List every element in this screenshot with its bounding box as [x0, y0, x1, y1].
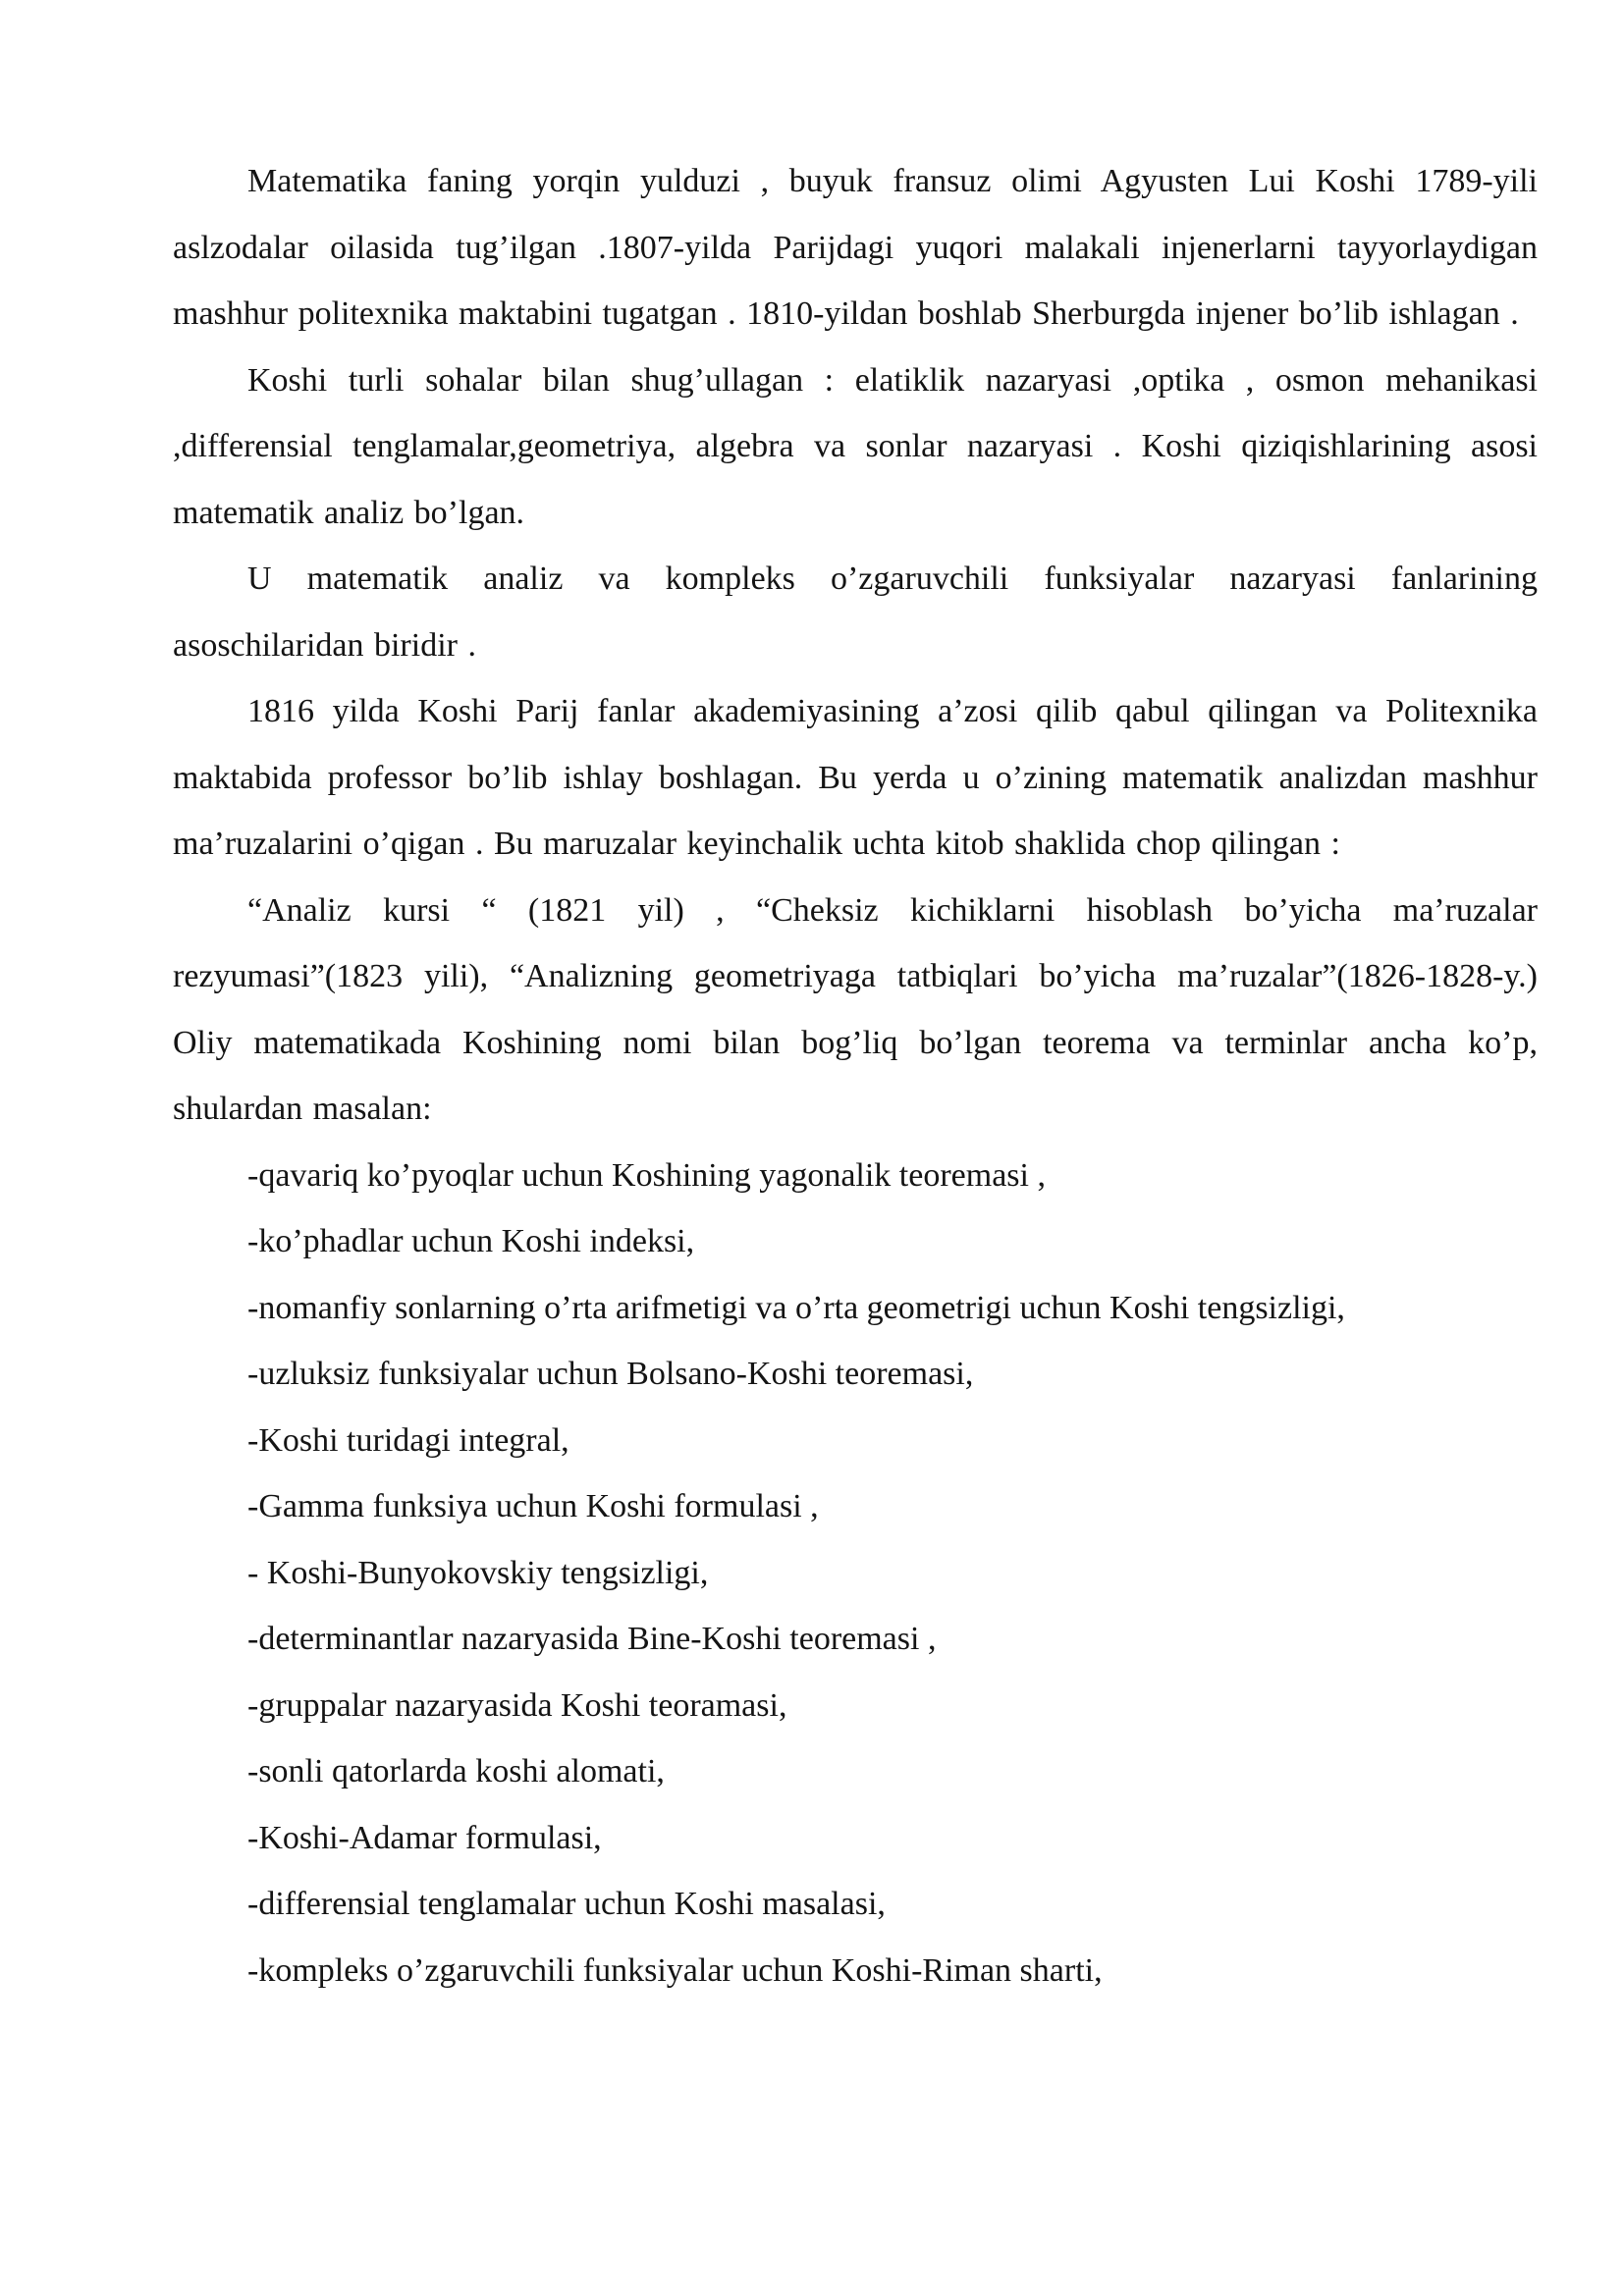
- list-item: -Koshi-Adamar formulasi,: [247, 1819, 602, 1856]
- paragraph-koshi-founder: U matematik analiz va kompleks o’zgaruvchili funksiyalar nazaryasi fanlarining asoschilaridan biridir .: [173, 561, 1538, 664]
- list-item: -determinantlar nazaryasida Bine-Koshi teoremasi ,: [247, 1621, 937, 1657]
- list-item: -ko’phadlar uchun Koshi indeksi,: [247, 1223, 695, 1259]
- paragraph-koshi-academy: 1816 yilda Koshi Parij fanlar akademiyasining a’zosi qilib qabul qilingan va Politexnika maktabida professor bo’lib ishlay boshlagan. Bu yerda u o’zining matematik analizdan mashhur ma’ruzalarini o’qigan . Bu maruzalar keyinchalik uchta kitob shaklida chop qilingan :: [173, 693, 1538, 862]
- list-item: -Gamma funksiya uchun Koshi formulasi ,: [247, 1488, 819, 1524]
- list-item: -qavariq ko’pyoqlar uchun Koshining yagonalik teoremasi ,: [247, 1156, 1046, 1194]
- list-item: -nomanfiy sonlarning o’rta arifmetigi va o’rta geometrigi uchun Koshi tengsizligi,: [247, 1289, 1345, 1326]
- paragraph-koshi-fields: Koshi turli sohalar bilan shug’ullagan : elatiklik nazaryasi ,optika , osmon mehanikasi ,differensial tenglamalar,geometriya, algebra va sonlar nazaryasi . Koshi qiziqishlarining asosi matematik analiz bo’lgan.: [173, 361, 1538, 531]
- list-item: -kompleks o’zgaruvchili funksiyalar uchun Koshi-Riman sharti,: [247, 1951, 1103, 1989]
- list-item: -differensial tenglamalar uchun Koshi masalasi,: [247, 1886, 886, 1922]
- list-item: -sonli qatorlarda koshi alomati,: [247, 1753, 665, 1789]
- theorem-list: [173, 1143, 1538, 2004]
- paragraph-koshi-books: “Analiz kursi “ (1821 yil) , “Cheksiz kichiklarni hisoblash bo’yicha ma’ruzalar rezyumasi”(1823 yili), “Analizning geometriyaga tatbiqlari bo’yicha ma’ruzalar”(1826-1828-y.) Oliy matematikada Koshining nomi bilan bog’liq bo’lgan teorema va terminlar ancha ko’p, shulardan masalan:: [173, 891, 1538, 1127]
- list-item: -gruppalar nazaryasida Koshi teoramasi,: [247, 1686, 787, 1724]
- paragraph-koshi-biography: Matematika faning yorqin yulduzi , buyuk fransuz olimi Agyusten Lui Koshi 1789-yili aslzodalar oilasida tug’ilgan .1807-yilda Parijdagi yuqori malakali injenerlarni tayyorlaydigan mashhur politexnika maktabini tugatgan . 1810-yildan boshlab Sherburgda injener bo’lib ishlagan .: [173, 163, 1538, 332]
- document-body: [173, 148, 1538, 2003]
- list-item: - Koshi-Bunyokovskiy tengsizligi,: [247, 1554, 709, 1591]
- list-item: -Koshi turidagi integral,: [247, 1421, 569, 1459]
- list-item: -uzluksiz funksiyalar uchun Bolsano-Koshi teoremasi,: [247, 1356, 974, 1392]
